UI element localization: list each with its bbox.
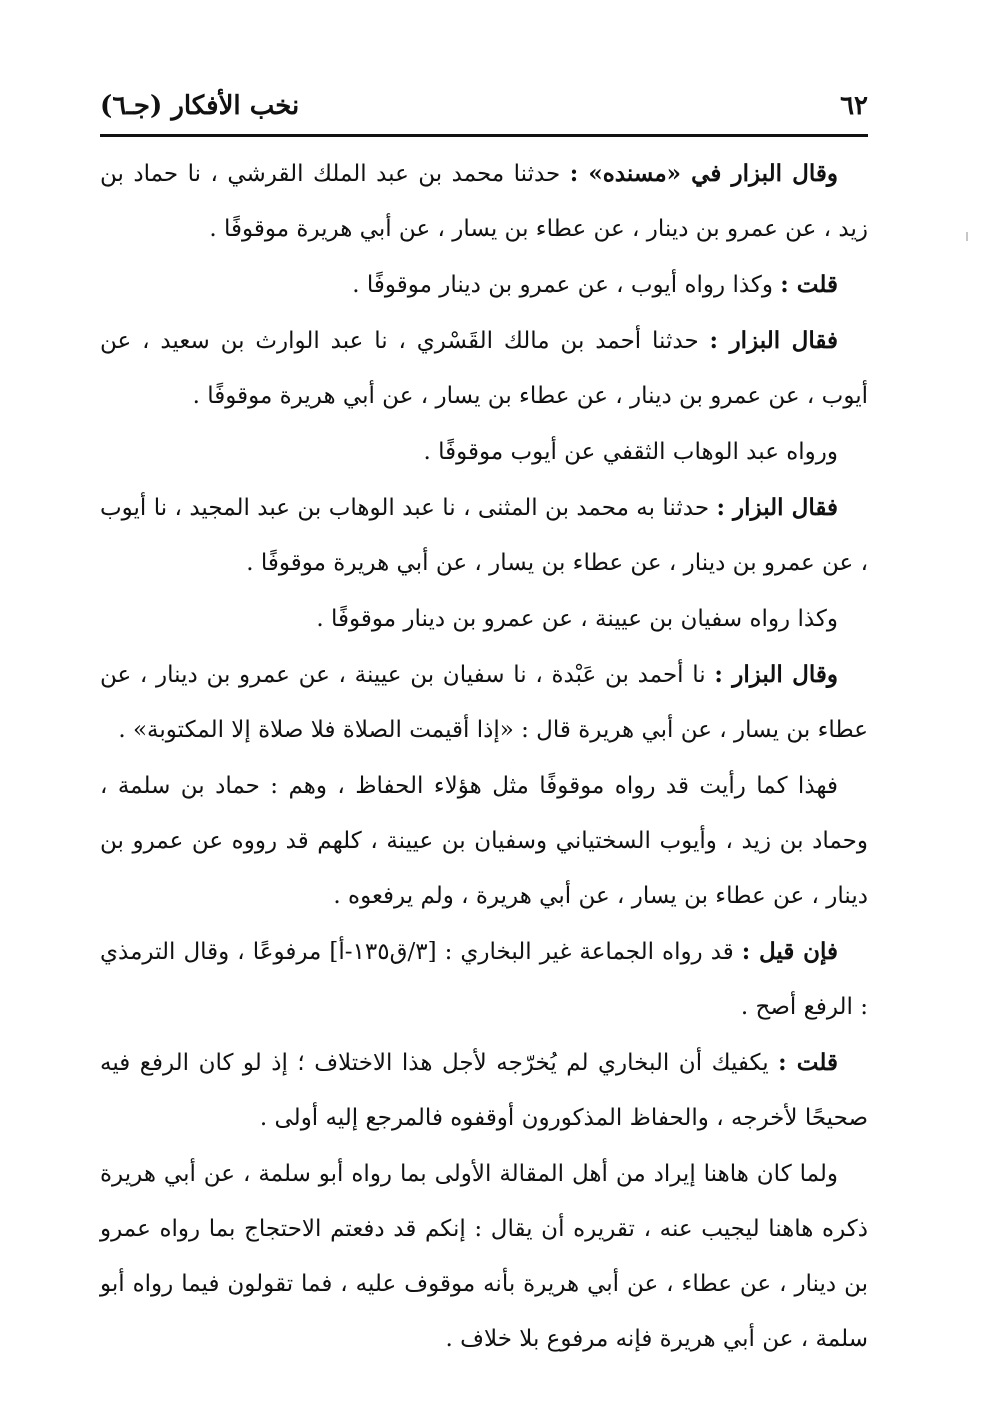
paragraph-bazzar-qasri <box>100 313 868 424</box>
paragraph-lead: وقال البزار : <box>714 661 838 688</box>
paragraph-text: وكذا رواه أيوب ، عن عمرو بن دينار موقوفًا . <box>352 272 781 298</box>
paragraph-text: ورواه عبد الوهاب الثقفي عن أيوب موقوفًا . <box>423 439 838 465</box>
paragraph-objection <box>100 924 868 1035</box>
paragraph-text: ولما كان هاهنا إيراد من أهل المقالة الأولى بما رواه أبو سلمة ، عن أبي هريرة ذكره هاهنا ليجيب عنه ، تقريره أن يقال : إنكم قد دفعتم الاحتجاج بما رواه عمرو بن دينار ، عن عطاء ، عن أبي هريرة بأنه موقوف عليه ، فما تقولون فيما رواه أبو سلمة ، عن أبي هريرة فإنه مرفوع بلا خلاف . <box>100 1161 869 1352</box>
paragraph-lead: قلت : <box>778 1049 838 1076</box>
paragraph-text: حدثنا به محمد بن المثنى ، نا عبد الوهاب بن عبد المجيد ، نا أيوب ، عن عمرو بن دينار ، عن عطاء بن يسار ، عن أبي هريرة موقوفًا . <box>100 495 868 576</box>
paragraph-text: فهذا كما رأيت قد رواه موقوفًا مثل هؤلاء الحفاظ ، وهم : حماد بن سلمة ، وحماد بن زيد ، وأيوب السختياني وسفيان بن عيينة ، كلهم قد رووه عن عمرو بن دينار ، عن عطاء بن يسار ، عن أبي هريرة ، ولم يرفعوه . <box>100 773 868 909</box>
paragraph-text: قد رواه الجماعة غير البخاري : [٣/ق١٣٥-أ] مرفوعًا ، وقال الترمذي : الرفع أصح . <box>100 939 868 1020</box>
paragraph-bazzar-musnad <box>100 146 868 257</box>
paragraph-reply <box>100 1035 868 1146</box>
body-text <box>100 146 868 1367</box>
margin-mark <box>966 232 968 241</box>
page-number: ٦٢ <box>840 91 868 121</box>
paragraph-text: حدثنا أحمد بن مالك القَسْري ، نا عبد الوارث بن سعيد ، عن أيوب ، عن عمرو بن دينار ، عن عطاء بن يسار ، عن أبي هريرة موقوفًا . <box>100 328 868 409</box>
paragraph-text: يكفيك أن البخاري لم يُخرّجه لأجل هذا الاختلاف ؛ إذ لو كان الرفع فيه صحيحًا لأخرجه ، والحفاظ المذكورون أوقفوه فالمرجع إليه أولى . <box>100 1050 868 1131</box>
paragraph-bazzar-muthanna <box>100 480 868 591</box>
paragraph-lead: قلت : <box>780 271 838 298</box>
paragraph-lead: فقال البزار : <box>716 494 838 521</box>
paragraph-lead: فإن قيل : <box>741 938 838 965</box>
paragraph-thaqafi <box>100 424 868 480</box>
paragraph-lead: فقال البزار : <box>709 327 838 354</box>
paragraph-qultu-ayyub <box>100 257 868 313</box>
header-rule <box>100 134 868 137</box>
paragraph-sufyan <box>100 591 868 647</box>
paragraph-huffaz <box>100 758 868 924</box>
paragraph-lead: وقال البزار في «مسنده» : <box>569 160 838 187</box>
running-header <box>100 84 868 128</box>
paragraph-bazzar-abda <box>100 647 868 758</box>
paragraph-text: وكذا رواه سفيان بن عيينة ، عن عمرو بن دينار موقوفًا . <box>316 606 838 632</box>
paragraph-text: حدثنا محمد بن عبد الملك القرشي ، نا حماد بن زيد ، عن عمرو بن دينار ، عن عطاء بن يسار ، عن أبي هريرة موقوفًا . <box>100 161 868 242</box>
paragraph-text: نا أحمد بن عَبْدة ، نا سفيان بن عيينة ، عن عمرو بن دينار ، عن عطاء بن يسار ، عن أبي هريرة قال : «إذا أقيمت الصلاة فلا صلاة إلا المكتوبة» . <box>100 662 868 743</box>
paragraph-abu-salama <box>100 1146 868 1367</box>
book-title: نخب الأفكار (جـ٦) <box>100 91 300 121</box>
